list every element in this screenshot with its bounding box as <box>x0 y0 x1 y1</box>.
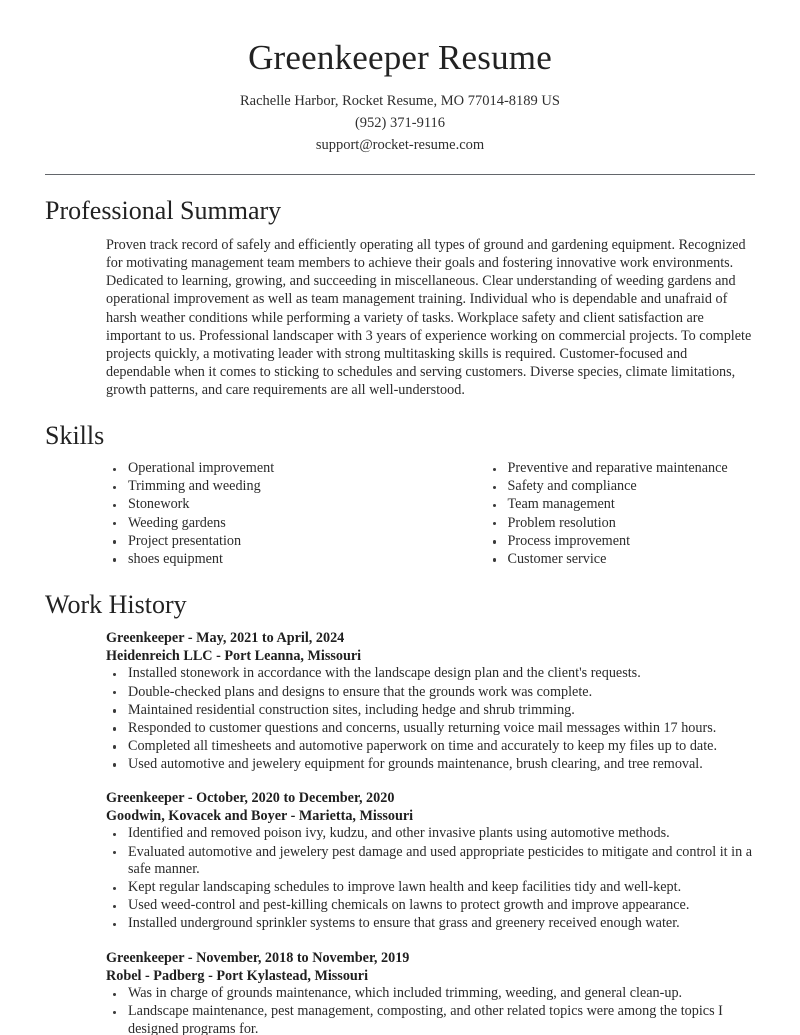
list-item: Project presentation <box>106 533 431 551</box>
job-bullet-list <box>106 825 755 933</box>
skills-column-left <box>106 460 431 569</box>
skills-heading: Skills <box>45 420 105 450</box>
job-title-line: Greenkeeper - October, 2020 to December, 2020 <box>106 790 395 807</box>
section-work-history <box>45 591 755 1035</box>
list-item: Evaluated automotive and jewelery pest damage and used appropriate pesticides to mitigate and control it in a safe manner. <box>106 844 755 879</box>
job-bullet-list <box>106 985 755 1035</box>
list-item: Used automotive and jewelery equipment for grounds maintenance, brush clearing, and tree removal. <box>106 756 755 774</box>
list-item: shoes equipment <box>106 551 431 569</box>
list-item: Stonework <box>106 496 431 514</box>
list-item: Used weed-control and pest-killing chemicals on lawns to protect growth and improve appearance. <box>106 897 755 915</box>
page-title: Greenkeeper Resume <box>248 38 552 77</box>
work-history-entry <box>106 789 755 933</box>
job-title-line: Greenkeeper - November, 2018 to November, 2019 <box>106 950 410 967</box>
list-item: Double-checked plans and designs to ensure that the grounds work was complete. <box>106 684 755 702</box>
section-skills <box>45 422 755 569</box>
work-history-entry <box>106 629 755 773</box>
contact-phone: (952) 371-9116 <box>354 115 446 132</box>
summary-heading: Professional Summary <box>45 196 282 226</box>
skills-list-left <box>106 460 431 568</box>
list-item: Was in charge of grounds maintenance, which included trimming, weeding, and general clean-up. <box>106 985 755 1003</box>
contact-email: support@rocket-resume.com <box>315 137 485 154</box>
list-item: Operational improvement <box>106 460 431 478</box>
list-item: Installed underground sprinkler systems to ensure that grass and greenery received enough water. <box>106 915 755 933</box>
job-company-line: Heidenreich LLC - Port Leanna, Missouri <box>106 648 362 665</box>
job-bullet-list <box>106 665 755 773</box>
summary-body <box>45 236 755 400</box>
list-item: Weeding gardens <box>106 515 431 533</box>
list-item: Preventive and reparative maintenance <box>486 460 756 478</box>
header-divider <box>45 174 755 175</box>
skills-list-right <box>486 460 756 568</box>
list-item: Responded to customer questions and concerns, usually returning voice mail messages within 17 hours. <box>106 720 755 738</box>
work-history-body <box>45 629 755 1035</box>
list-item: Customer service <box>486 551 756 569</box>
list-item: Trimming and weeding <box>106 478 431 496</box>
job-company-line: Goodwin, Kovacek and Boyer - Marietta, Missouri <box>106 808 414 825</box>
list-item: Kept regular landscaping schedules to improve lawn health and keep facilities tidy and well-kept. <box>106 879 755 897</box>
list-item: Identified and removed poison ivy, kudzu, and other invasive plants using automotive methods. <box>106 825 755 843</box>
list-item: Installed stonework in accordance with the landscape design plan and the client's requests. <box>106 665 755 683</box>
list-item: Landscape maintenance, pest management, composting, and other related topics were among the topics I designed programs for. <box>106 1003 755 1035</box>
summary-text: Proven track record of safely and efficiently operating all types of ground and gardening equipment. Recognized for motivating management team members to achieve their goals and fostering innovative work environments. Dedicated to learning, growing, and succeeding in miscellaneous. Clear understanding of weeding gardens and operational improvement as well as team management training. Individual who is dependable and unafraid of harsh weather conditions while performing a variety of tasks. Workplace safety and client satisfaction are important to us. Professional landscaper with 3 years of experience working on commercial projects. To complete projects quickly, a motivating leader with strong multitasking skills is required. Customer-focused and dependable when it comes to sticking to schedules and serving customers. Diverse species, climate limitations, growth patterns, and care requirements are all well-understood. <box>106 236 752 399</box>
list-item: Team management <box>486 496 756 514</box>
list-item: Safety and compliance <box>486 478 756 496</box>
work-history-entry <box>106 949 755 1035</box>
list-item: Completed all timesheets and automotive paperwork on time and accurately to keep my files up to date. <box>106 738 755 756</box>
list-item: Process improvement <box>486 533 756 551</box>
job-company-line: Robel - Padberg - Port Kylastead, Missouri <box>106 968 369 985</box>
job-title-line: Greenkeeper - May, 2021 to April, 2024 <box>106 630 345 647</box>
skills-columns <box>45 460 755 569</box>
contact-address: Rachelle Harbor, Rocket Resume, MO 77014-8189 US <box>240 93 560 110</box>
resume-header <box>45 0 755 175</box>
section-professional-summary <box>45 197 755 399</box>
work-history-heading: Work History <box>45 589 187 619</box>
list-item: Maintained residential construction sites, including hedge and shrub trimming. <box>106 702 755 720</box>
skills-column-right <box>431 460 756 569</box>
list-item: Problem resolution <box>486 515 756 533</box>
